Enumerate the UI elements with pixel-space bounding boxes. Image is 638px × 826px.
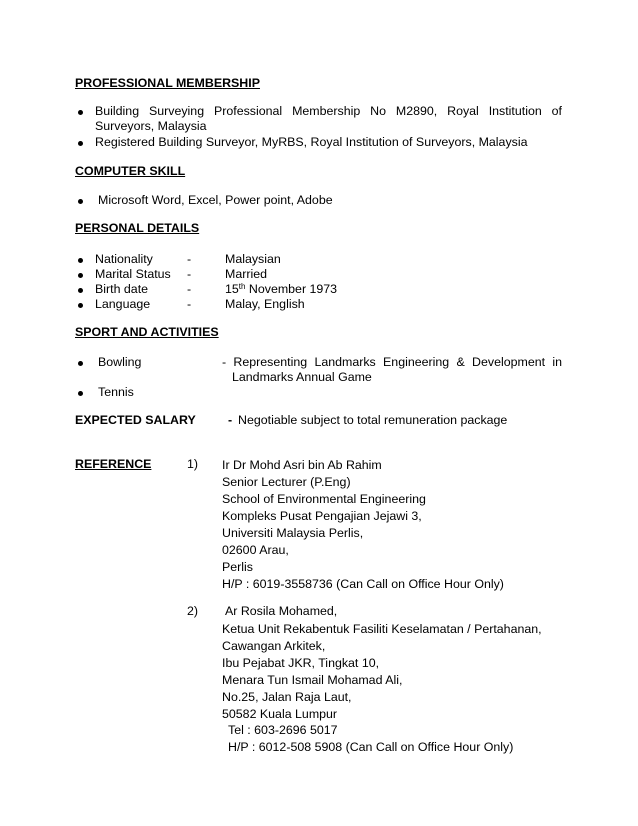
reference-1-line: Senior Lecturer (P.Eng) bbox=[222, 475, 351, 489]
sport-bowling-desc-line-1: - Representing Landmarks Engineering & Development in bbox=[222, 355, 562, 369]
personal-dash: - bbox=[187, 252, 192, 266]
personal-value-birth bbox=[225, 282, 337, 297]
reference-1-line: Universiti Malaysia Perlis, bbox=[222, 526, 364, 540]
sport-tennis: Tennis bbox=[98, 385, 134, 399]
personal-label-marital: Marital Status bbox=[95, 267, 171, 281]
bullet-icon bbox=[78, 110, 83, 115]
reference-2-number: 2) bbox=[187, 604, 199, 618]
reference-1-line: Perlis bbox=[222, 560, 253, 574]
sport-bowling-desc-line-2: Landmarks Annual Game bbox=[232, 370, 372, 384]
computer-heading: COMPUTER SKILL bbox=[75, 164, 186, 178]
salary-dash: - bbox=[228, 413, 233, 427]
reference-2-line: Cawangan Arkitek, bbox=[222, 639, 326, 653]
reference-2-line: Ar Rosila Mohamed, bbox=[225, 604, 338, 618]
bullet-icon bbox=[78, 391, 83, 396]
birth-month-year: November 1973 bbox=[245, 282, 338, 296]
membership-item-1-line-2: Surveyors, Malaysia bbox=[95, 119, 207, 133]
personal-dash: - bbox=[187, 282, 192, 296]
bullet-icon bbox=[78, 361, 83, 366]
bullet-icon bbox=[78, 303, 83, 308]
sport-bowling: Bowling bbox=[98, 355, 142, 369]
membership-item-1-line-1: Building Surveying Professional Membership No M2890, Royal Institution of bbox=[95, 104, 562, 118]
reference-label: REFERENCE bbox=[75, 457, 152, 471]
reference-2-line: Ketua Unit Rekabentuk Fasiliti Keselamatan / Pertahanan, bbox=[222, 622, 542, 636]
reference-2-line: 50582 Kuala Lumpur bbox=[222, 707, 338, 721]
reference-2-hp: H/P : 6012-508 5908 (Can Call on Office Hour Only) bbox=[228, 740, 514, 754]
sport-heading: SPORT AND ACTIVITIES bbox=[75, 325, 219, 339]
salary-value: Negotiable subject to total remuneration package bbox=[238, 413, 508, 427]
reference-1-line: School of Environmental Engineering bbox=[222, 492, 426, 506]
reference-1-line: Kompleks Pusat Pengajian Jejawi 3, bbox=[222, 509, 422, 523]
birth-day-suffix: th bbox=[238, 282, 246, 291]
personal-label-nationality: Nationality bbox=[95, 252, 153, 266]
reference-2-line: No.25, Jalan Raja Laut, bbox=[222, 690, 352, 704]
bullet-icon bbox=[78, 288, 83, 293]
reference-2-line: Ibu Pejabat JKR, Tingkat 10, bbox=[222, 656, 380, 670]
reference-1-address bbox=[222, 457, 504, 593]
reference-2-tel: Tel : 603-2696 5017 bbox=[228, 723, 338, 737]
personal-heading: PERSONAL DETAILS bbox=[75, 221, 200, 235]
reference-1-line: Ir Dr Mohd Asri bin Ab Rahim bbox=[222, 458, 382, 472]
salary-label: EXPECTED SALARY bbox=[75, 413, 196, 427]
reference-2-line: Menara Tun Ismail Mohamad Ali, bbox=[222, 673, 403, 687]
personal-value-marital: Married bbox=[225, 267, 267, 281]
membership-item-2: Registered Building Surveyor, MyRBS, Royal Institution of Surveyors, Malaysia bbox=[95, 135, 528, 149]
birth-day: 15 bbox=[225, 282, 239, 296]
reference-2-address bbox=[222, 621, 542, 723]
bullet-icon bbox=[78, 199, 83, 204]
bullet-icon bbox=[78, 141, 83, 146]
personal-value-nationality: Malaysian bbox=[225, 252, 281, 266]
personal-label-language: Language bbox=[95, 297, 151, 311]
bullet-icon bbox=[78, 273, 83, 278]
personal-value-language: Malay, English bbox=[225, 297, 305, 311]
reference-1-line: H/P : 6019-3558736 (Can Call on Office Hour Only) bbox=[222, 577, 504, 591]
personal-dash: - bbox=[187, 267, 192, 281]
bullet-icon bbox=[78, 258, 83, 263]
personal-dash: - bbox=[187, 297, 192, 311]
computer-item: Microsoft Word, Excel, Power point, Adobe bbox=[98, 193, 333, 207]
reference-1-line: 02600 Arau, bbox=[222, 543, 289, 557]
membership-heading: PROFESSIONAL MEMBERSHIP bbox=[75, 76, 260, 90]
reference-1-number: 1) bbox=[187, 457, 199, 471]
personal-label-birth: Birth date bbox=[95, 282, 149, 296]
